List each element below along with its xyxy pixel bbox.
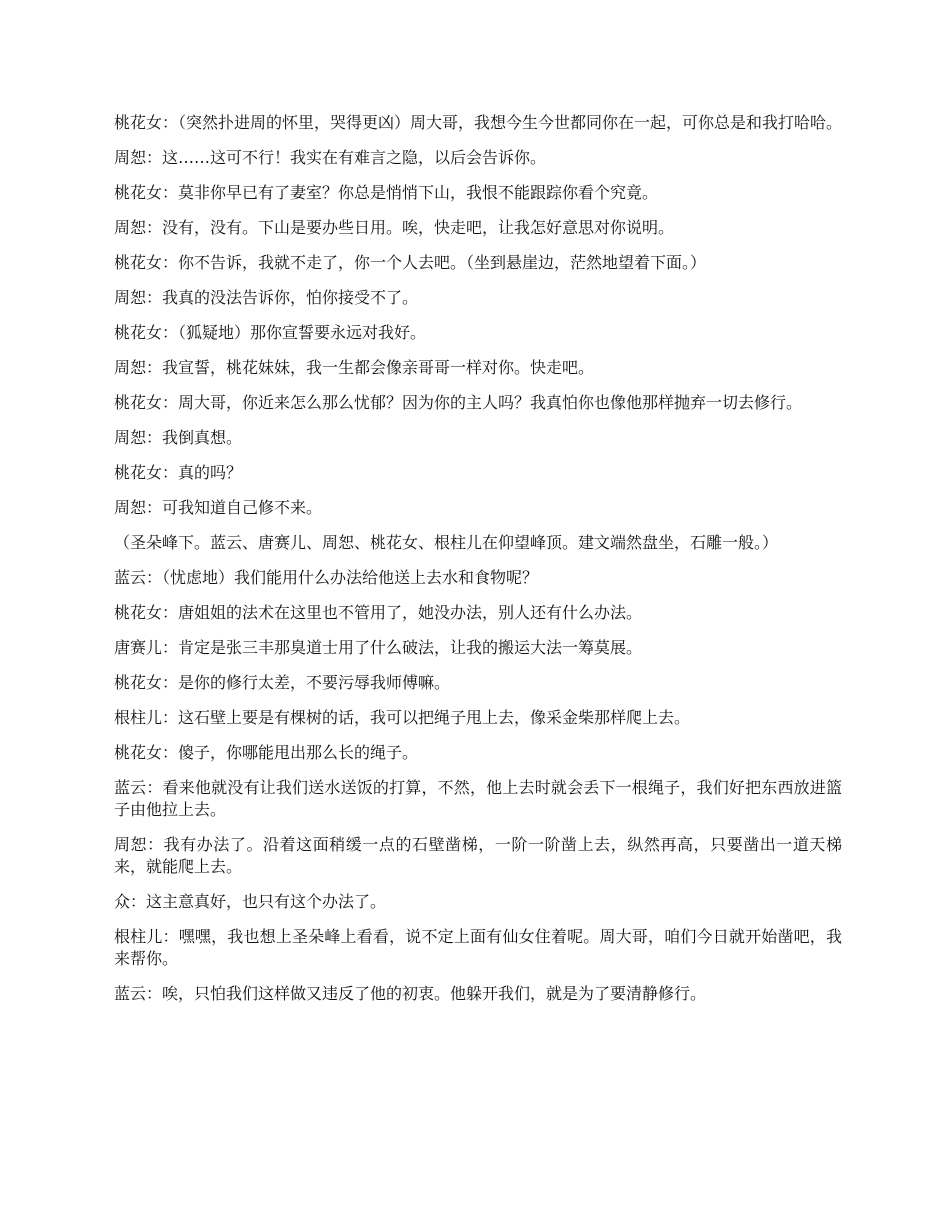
document-body (114, 112, 842, 1018)
paragraph-23: 根柱儿：嘿嘿，我也想上圣朵峰上看看，说不定上面有仙女住着呢。周大哥，咱们今日就开始凿吧，我来帮你。 (114, 927, 842, 968)
paragraph-4: 周恕：没有，没有。下山是要办些日用。唉，快走吧，让我怎好意思对你说明。 (114, 218, 675, 237)
paragraph-11: 桃花女：真的吗？ (114, 463, 243, 482)
paragraph-3: 桃花女：莫非你早已有了妻室？你总是悄悄下山，我恨不能跟踪你看个究竟。 (114, 183, 659, 202)
stage-direction: （圣朵峰下。蓝云、唐赛儿、周恕、桃花女、根柱儿在仰望峰顶。建文端然盘坐，石雕一般。） (114, 533, 779, 552)
paragraph-21: 周恕：我有办法了。沿着这面稍缓一点的石壁凿梯，一阶一阶凿上去，纵然再高，只要凿出一道天梯来，就能爬上去。 (114, 835, 842, 876)
paragraph-14: 蓝云：（忧虑地）我们能用什么办法给他送上去水和食物呢？ (114, 568, 539, 587)
paragraph-5: 桃花女：你不告诉，我就不走了，你一个人去吧。（坐到悬崖边，茫然地望着下面。） (114, 253, 707, 272)
paragraph-2: 周恕：这……这可不行！我实在有难言之隐，以后会告诉你。 (114, 148, 547, 167)
paragraph-22: 众：这主意真好，也只有这个办法了。 (114, 892, 387, 911)
paragraph-16: 唐赛儿：肯定是张三丰那臭道士用了什么破法，让我的搬运大法一筹莫展。 (114, 638, 643, 657)
paragraph-19: 桃花女：傻子，你哪能甩出那么长的绳子。 (114, 743, 419, 762)
paragraph-6: 周恕：我真的没法告诉你，怕你接受不了。 (114, 288, 419, 307)
paragraph-7: 桃花女：（狐疑地）那你宣誓要永远对我好。 (114, 323, 427, 342)
paragraph-9: 桃花女：周大哥，你近来怎么那么忧郁？因为你的主人吗？我真怕你也像他那样抛弃一切去修行。 (114, 393, 803, 412)
paragraph-24: 蓝云：唉，只怕我们这样做又违反了他的初衷。他躲开我们，就是为了要清静修行。 (114, 984, 707, 1003)
paragraph-8: 周恕：我宣誓，桃花妹妹，我一生都会像亲哥哥一样对你。快走吧。 (114, 358, 595, 377)
paragraph-1: 桃花女：（突然扑进周的怀里，哭得更凶）周大哥，我想今生今世都同你在一起，可你总是和我打哈哈。 (114, 113, 843, 132)
paragraph-17: 桃花女：是你的修行太差，不要污辱我师傅嘛。 (114, 673, 451, 692)
paragraph-20: 蓝云：看来他就没有让我们送水送饭的打算，不然，他上去时就会丢下一根绳子，我们好把东西放进篮子由他拉上去。 (114, 778, 842, 819)
paragraph-18: 根柱儿：这石壁上要是有棵树的话，我可以把绳子甩上去，像采金柴那样爬上去。 (114, 708, 691, 727)
paragraph-15: 桃花女：唐姐姐的法术在这里也不管用了，她没办法，别人还有什么办法。 (114, 603, 643, 622)
paragraph-12: 周恕：可我知道自己修不来。 (114, 498, 323, 517)
paragraph-10: 周恕：我倒真想。 (114, 428, 243, 447)
